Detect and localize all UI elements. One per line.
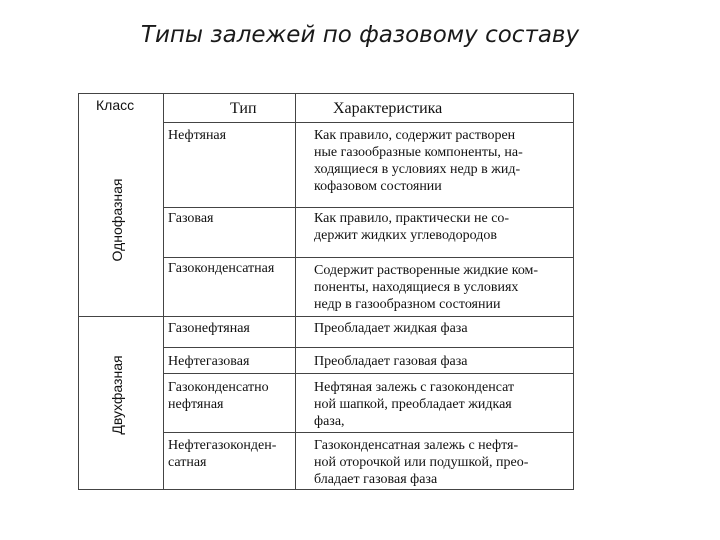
row-description: Нефтяная залежь с газоконденсат ной шапкой, преобладает жидкая фаза, [314, 380, 515, 429]
row-description: Преобладает газовая фаза [314, 354, 468, 369]
row-divider [163, 373, 574, 374]
row-divider [163, 257, 574, 258]
row-divider [163, 432, 574, 433]
row-type: Газонефтяная [168, 321, 250, 336]
row-type: Газоконденсатно нефтяная [168, 380, 269, 412]
row-description: Преобладает жидкая фаза [314, 321, 468, 336]
group-label-two-phase: Двухфазная [109, 355, 125, 435]
header-characteristic: Характеристика [333, 100, 443, 117]
row-description: Как правило, содержит растворен ные газообразные компоненты, на- ходящиеся в условиях недр в жид- кофазовом состоянии [314, 128, 523, 194]
row-divider [163, 347, 574, 348]
header-divider [163, 122, 574, 123]
row-description: Газоконденсатная залежь с нефтя- ной оторочкой или подушкой, прео- бладает газовая фаза [314, 438, 529, 487]
divider-type-desc [295, 93, 296, 490]
row-type: Нефтегазовая [168, 354, 250, 369]
row-type: Газовая [168, 211, 214, 226]
row-divider [163, 207, 574, 208]
row-description: Содержит растворенные жидкие ком- поненты, находящиеся в условиях недр в газообразном состоянии [314, 263, 539, 312]
header-type: Тип [230, 100, 257, 117]
row-type: Нефтяная [168, 128, 227, 143]
row-description: Как правило, практически не со- держит жидких углеводородов [314, 211, 510, 243]
header-class: Класс [96, 97, 135, 113]
row-type: Газоконденсатная [168, 261, 275, 276]
group-divider [78, 316, 574, 317]
divider-class-type [163, 93, 164, 490]
page-title: Типы залежей по фазовому составу [140, 22, 580, 48]
group-label-single-phase: Однофазная [109, 178, 125, 262]
row-type: Нефтегазоконден- сатная [168, 438, 277, 470]
